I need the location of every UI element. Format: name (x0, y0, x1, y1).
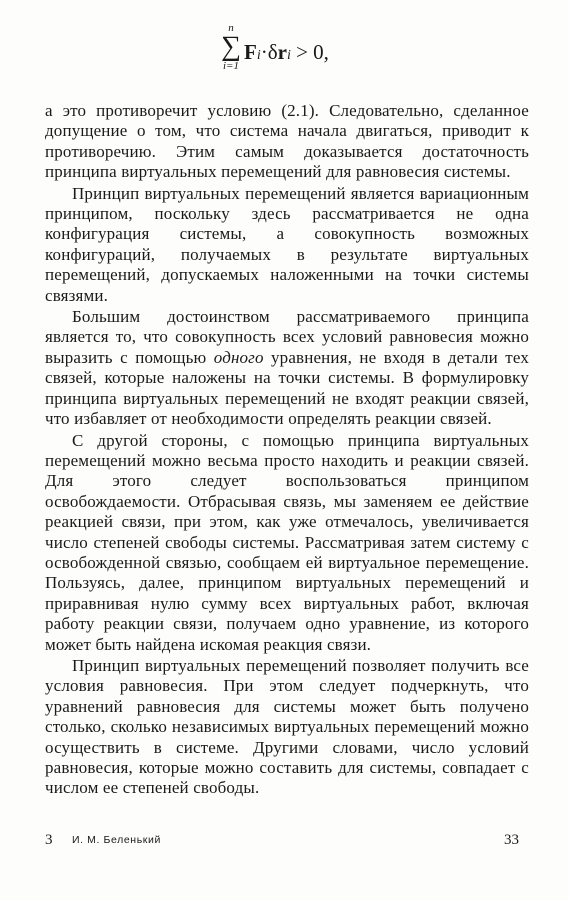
force-vector: F (244, 40, 257, 64)
summation-operator (220, 22, 242, 73)
delta-symbol: δ (267, 40, 278, 64)
radius-vector: r (277, 40, 287, 64)
sum-expression (244, 39, 329, 69)
paragraph-4: С другой стороны, с помощью принципа виртуальных перемещений можно весьма просто находить и реакции связей. Для этого следует воспользоваться принципом освобождаемости. Отбрасывая связь, мы заменяем ее действие реакцией связи, при этом, как уже отмечалось, увеличивается число степеней свободы системы. Рассматривая затем систему с освобожденной связью, сообщаем ей виртуальное перемещение. Пользуясь, далее, принципом виртуальных перемещений и приравнивая нулю сумму всех виртуальных работ, включая работу реакции связи, получаем одно уравнение, из которого может быть найдена искомая реакция связи. (45, 430, 529, 654)
paragraph-3-part-2: уравнения, не входя в детали тех связей, которые наложены на точки системы. В формулировку принципа виртуальных перемещений не входят реакции связей, что избавляет от необходимости определять реакции связей. (45, 347, 530, 429)
body-text (45, 101, 529, 799)
page-number: 33 (504, 832, 519, 848)
dot-operator: · (260, 40, 268, 64)
signature-number: 3 (45, 832, 53, 848)
paragraph-3 (45, 307, 529, 429)
paragraph-2: Принцип виртуальных перемещений является вариационным принципом, поскольку здесь рассматривается не одна конфигурация системы, а совокупность возможных конфигураций, получаемых в результате виртуальных перемещений, допускаемых наложенными на точки системы связями. (45, 183, 529, 305)
inequality: > 0, (290, 40, 329, 64)
paragraph-5: Принцип виртуальных перемещений позволяет получить все условия равновесия. При этом следует подчеркнуть, что уравнений равновесия для системы может быть получено столько, сколько независимых виртуальных перемещений можно осуществить в системе. Другими словами, число условий равновесия, которые можно составить для системы, совпадает с числом ее степеней свободы. (45, 655, 529, 798)
emphasized-word: одного (213, 347, 264, 367)
paragraph-1: а это противоречит условию (2.1). Следовательно, сделанное допущение о том, что система начала двигаться, приводит к противоречию. Этим самым доказывается достаточность принципа виртуальных перемещений для равновесия системы. (45, 101, 529, 182)
sum-lower-limit: i=1 (223, 60, 239, 72)
sigma-symbol: ∑ (221, 31, 241, 62)
signature-author: И. М. Беленький (72, 834, 161, 846)
sum-upper-limit: n (228, 22, 234, 34)
sum-formula (0, 22, 569, 84)
radius-index: i (286, 48, 291, 63)
force-index: i (256, 48, 261, 63)
paragraph-3-part-1: Большим достоинством рассматриваемого принципа является то, что совокупность всех условий равновесия можно выразить с помощью (45, 307, 529, 367)
page-footer (45, 832, 525, 854)
